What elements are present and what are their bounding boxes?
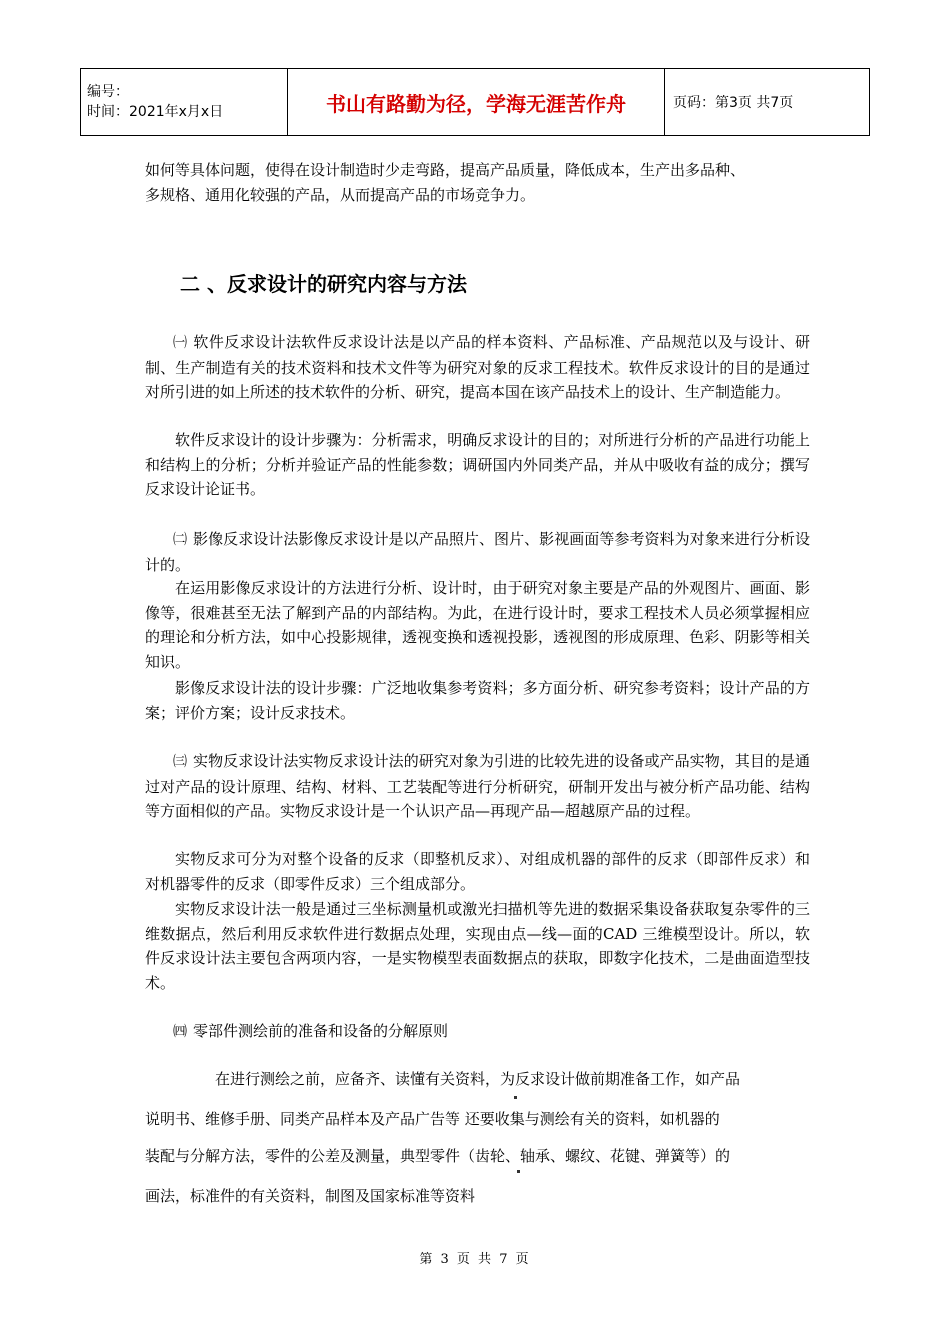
s1-text-1: 软件反求设计法软件反求设计法是以产品的样本资料、产品标准、产品规范以及与设计、研制、生产制造有关的技术资料和技术文件等为研究对象的反求工程技术。软件反求设计的目的是通过对所引进的如上所述的技术软件的分析、研究，提高本国在该产品技术上的设计、生产制造能力。	[145, 333, 810, 401]
stray-mark	[514, 1096, 517, 1099]
document-time-label: 时间：2021年x月x日	[87, 104, 224, 120]
s3-paragraph-1	[145, 749, 810, 824]
s4-number: ㈣	[173, 1024, 187, 1040]
s3-number: ㈢	[173, 754, 187, 770]
s1-paragraph-2: 软件反求设计的设计步骤为：分析需求，明确反求设计的目的；对所进行分析的产品进行功能上和结构上的分析；分析并验证产品的性能参数；调研国内外同类产品，并从中吸收有益的成分；撰写反求设计论证书。	[145, 431, 810, 498]
s2-paragraph-2: 在运用影像反求设计的方法进行分析、设计时，由于研究对象主要是产品的外观图片、画面、影像等，很难甚至无法了解到产品的内部结构。为此，在进行设计时，要求工程技术人员必须掌握相应的理论和分析方法，如中心投影规律，透视变换和透视投影，透视图的形成原理、色彩、阴影等相关知识。	[145, 579, 810, 671]
header-table	[80, 68, 870, 136]
document-number-label: 编号：	[87, 84, 129, 100]
s3-text-1: 实物反求设计法实物反求设计法的研究对象为引进的比较先进的设备或产品实物，其目的是通过对产品的设计原理、结构、材料、工艺装配等进行分析研究，研制开发出与被分析产品功能、结构等方面相似的产品。实物反求设计是一个认识产品—再现产品—超越原产品的过程。	[145, 752, 810, 820]
s3-paragraph-2: 实物反求可分为对整个设备的反求（即整机反求）、对组成机器的部件的反求（即部件反求）和对机器零件的反求（即零件反求）三个组成部分。	[145, 850, 810, 893]
page-footer: 第 3 页 共 7 页	[419, 1252, 531, 1267]
s4-line-3: 装配与分解方法，零件的公差及测量，典型零件（齿轮、轴承、螺纹、花键、弹簧等）的	[145, 1147, 731, 1165]
s2-number: ㈡	[173, 532, 187, 548]
header-info-cell	[81, 69, 288, 136]
s4-line-1: 在进行测绘之前，应备齐、读懂有关资料，为反求设计做前期准备工作，如产品	[215, 1070, 741, 1088]
s2-text-1: 影像反求设计法影像反求设计是以产品照片、图片、影视画面等参考资料为对象来进行分析设计的。	[145, 530, 810, 574]
stray-mark	[517, 1170, 520, 1173]
s4-title-line	[145, 1020, 810, 1041]
header-motto: 书山有路勤为径，学海无涯苦作舟	[288, 69, 665, 136]
s2-paragraph-3: 影像反求设计法的设计步骤：广泛地收集参考资料；多方面分析、研究参考资料；设计产品的方案；评价方案；设计反求技术。	[145, 679, 810, 722]
header-page-label: 页码：第3页 共7页	[665, 69, 870, 136]
s4-line-4: 画法，标准件的有关资料，制图及国家标准等资料	[145, 1187, 476, 1205]
intro-line: 如何等具体问题，使得在设计制造时少走弯路，提高产品质量，降低成本，生产出多品种、	[145, 161, 746, 179]
s1-number: ㈠	[173, 335, 187, 351]
intro-line: 多规格、通用化较强的产品，从而提高产品的市场竞争力。	[145, 185, 536, 204]
intro-paragraph	[145, 158, 810, 207]
section-title: 二 、反求设计的研究内容与方法	[180, 272, 467, 296]
s1-paragraph-1	[145, 330, 810, 405]
s4-line-2: 说明书、维修手册、同类产品样本及产品广告等 还要收集与测绘有关的资料，如机器的	[145, 1110, 720, 1128]
s2-paragraph-1	[145, 527, 810, 577]
s4-title: 零部件测绘前的准备和设备的分解原则	[193, 1022, 449, 1040]
s3-paragraph-3: 实物反求设计法一般是通过三坐标测量机或激光扫描机等先进的数据采集设备获取复杂零件的三维数据点，然后利用反求软件进行数据点处理，实现由点—线—面的CAD 三维模型设计。所以，软件反求设计法主要包含两项内容，一是实物模型表面数据点的获取，即数字化技术，二是曲面造型技术。	[145, 900, 810, 992]
